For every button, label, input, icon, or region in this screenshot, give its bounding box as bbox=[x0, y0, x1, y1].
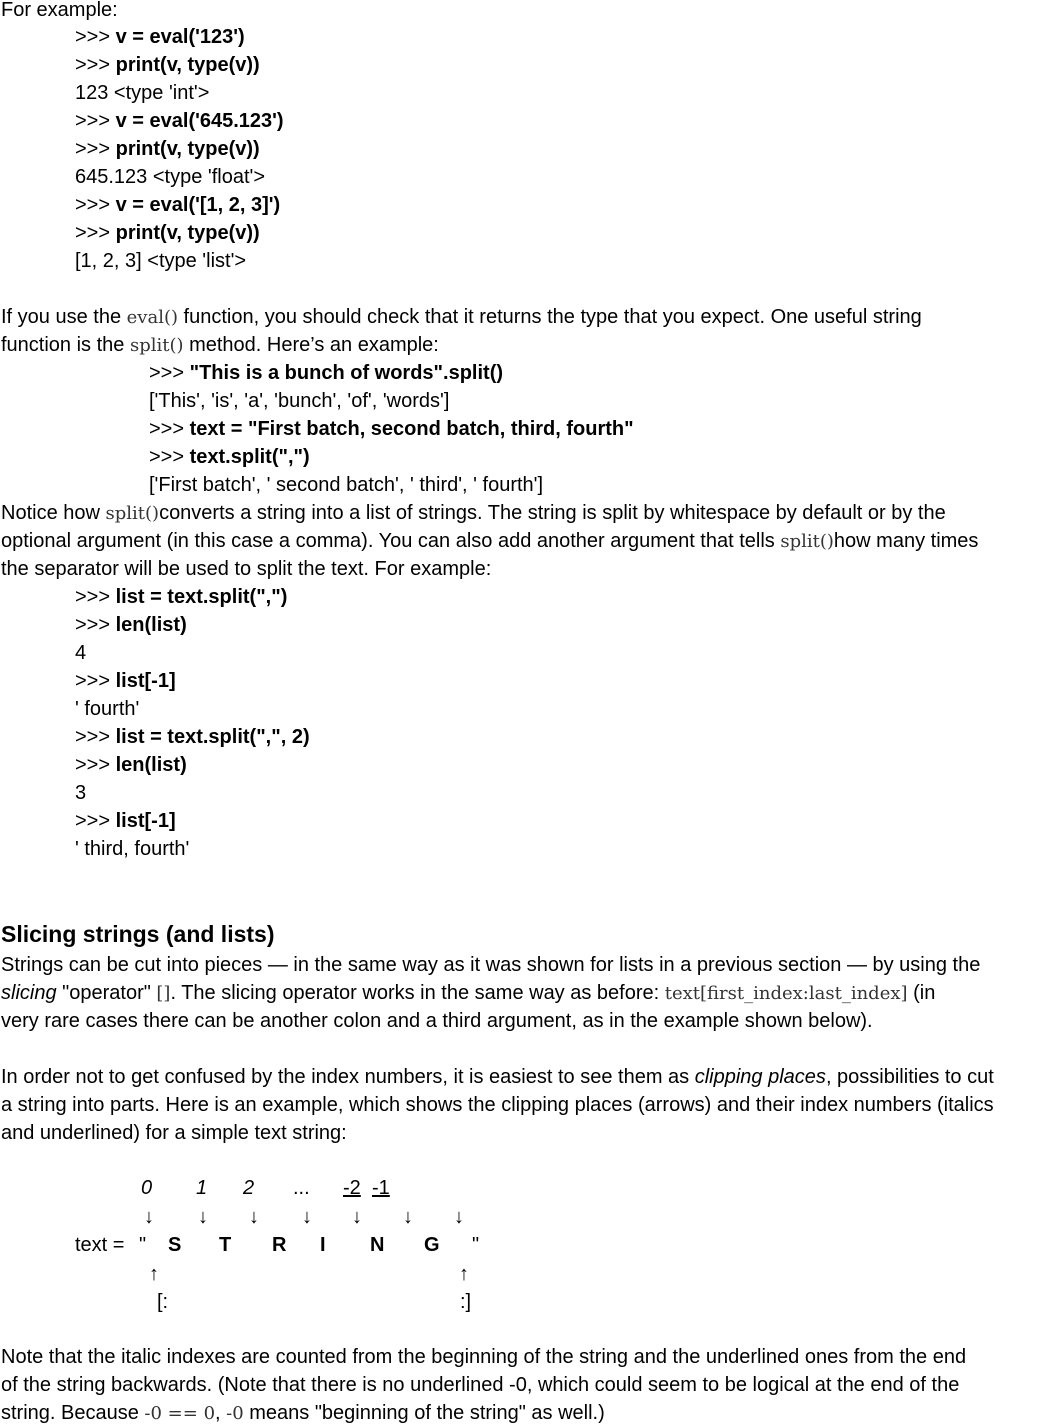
index-label: 2 bbox=[243, 1177, 255, 1199]
code-line bbox=[75, 583, 287, 611]
prompt: >>> bbox=[75, 54, 111, 76]
text: , bbox=[215, 1402, 227, 1424]
code: "This is a bunch of words".split() bbox=[189, 362, 504, 384]
paragraph-line bbox=[1, 979, 935, 1007]
slice-start-marker: [: bbox=[157, 1291, 169, 1313]
text: optional argument (in this case a comma). You can also add another argument that tells bbox=[1, 530, 781, 552]
code: len(list) bbox=[115, 614, 187, 636]
code: v = eval('123') bbox=[115, 26, 245, 48]
prompt: >>> bbox=[149, 362, 185, 384]
paragraph-line: a string into parts. Here is an example, which shows the clipping places (arrows) and their index numbers (italics bbox=[1, 1094, 994, 1116]
code: list[-1] bbox=[115, 670, 176, 692]
paragraph-line: of the string backwards. (Note that there is no underlined -0, which could seem to be logical at the end of the bbox=[1, 1374, 960, 1396]
prompt: >>> bbox=[149, 418, 185, 440]
paragraph-line bbox=[1, 527, 978, 555]
code-line bbox=[149, 415, 634, 443]
arrow-down-icon: ↓ bbox=[198, 1206, 208, 1228]
inline-code: split() bbox=[105, 503, 160, 524]
prompt: >>> bbox=[75, 110, 111, 132]
index-label: 1 bbox=[196, 1177, 208, 1199]
code: text.split(",") bbox=[189, 446, 310, 468]
arrow-up-icon: ↑ bbox=[459, 1263, 469, 1285]
inline-code: split() bbox=[780, 531, 834, 552]
prompt: >>> bbox=[75, 810, 111, 832]
code: v = eval('645.123') bbox=[115, 110, 284, 132]
prompt: >>> bbox=[75, 138, 111, 160]
code: list = text.split(",", 2) bbox=[115, 726, 310, 748]
inline-code: -0 bbox=[226, 1403, 244, 1424]
code-line bbox=[75, 23, 245, 51]
arrow-down-icon: ↓ bbox=[454, 1206, 464, 1228]
output-line: ['This', 'is', 'a', 'bunch', 'of', 'words'] bbox=[149, 390, 450, 412]
quote-open: " bbox=[139, 1234, 147, 1256]
prompt: >>> bbox=[75, 222, 111, 244]
prompt: >>> bbox=[75, 26, 111, 48]
inline-code: text[first_index:last_index] bbox=[664, 983, 908, 1004]
output-line: ['First batch', ' second batch', ' third', ' fourth'] bbox=[149, 474, 544, 496]
code: len(list) bbox=[115, 754, 187, 776]
output-line: 645.123 <type 'float'> bbox=[75, 166, 266, 188]
prompt: >>> bbox=[75, 670, 111, 692]
text: Notice how bbox=[1, 502, 106, 524]
code: print(v, type(v)) bbox=[115, 54, 260, 76]
code-line bbox=[75, 135, 260, 163]
prompt: >>> bbox=[149, 446, 185, 468]
prompt: >>> bbox=[75, 586, 111, 608]
arrow-up-icon: ↑ bbox=[149, 1263, 159, 1285]
string-char: I bbox=[320, 1234, 326, 1256]
paragraph-line bbox=[1, 1399, 605, 1427]
italic-text: clipping places bbox=[694, 1066, 826, 1088]
output-line: ' third, fourth' bbox=[75, 838, 190, 860]
output-line: 123 <type 'int'> bbox=[75, 82, 210, 104]
output-line: 4 bbox=[75, 642, 87, 664]
text: function, you should check that it returns the type that you expect. One useful string bbox=[178, 306, 922, 328]
output-line: 3 bbox=[75, 782, 87, 804]
code: text = "First batch, second batch, third, fourth" bbox=[189, 418, 634, 440]
code: v = eval('[1, 2, 3]') bbox=[115, 194, 281, 216]
text: "operator" bbox=[56, 982, 157, 1004]
text: , possibilities to cut bbox=[825, 1066, 994, 1088]
paragraph-line bbox=[1, 1063, 994, 1091]
index-label: 0 bbox=[141, 1177, 153, 1199]
italic-text: slicing bbox=[1, 982, 57, 1004]
prompt: >>> bbox=[75, 194, 111, 216]
code-line bbox=[75, 191, 280, 219]
paragraph-line: the separator will be used to split the text. For example: bbox=[1, 558, 492, 580]
code-line bbox=[75, 107, 284, 135]
text: string. Because bbox=[1, 1402, 145, 1424]
string-char: T bbox=[219, 1234, 232, 1256]
code: list = text.split(",") bbox=[115, 586, 288, 608]
code: list[-1] bbox=[115, 810, 176, 832]
text: In order not to get confused by the index numbers, it is easiest to see them as bbox=[1, 1066, 695, 1088]
paragraph-line: Note that the italic indexes are counted from the beginning of the string and the underlined ones from the end bbox=[1, 1346, 967, 1368]
code: print(v, type(v)) bbox=[115, 138, 260, 160]
slice-end-marker: :] bbox=[460, 1291, 472, 1313]
string-char: N bbox=[370, 1234, 385, 1256]
text: converts a string into a list of strings. The string is split by whitespace by default or by the bbox=[159, 502, 946, 524]
intro-text: For example: bbox=[1, 0, 118, 21]
arrow-down-icon: ↓ bbox=[144, 1206, 154, 1228]
quote-close: " bbox=[472, 1234, 480, 1256]
text: method. Here’s an example: bbox=[183, 334, 439, 356]
prompt: >>> bbox=[75, 726, 111, 748]
inline-code: split() bbox=[129, 335, 184, 356]
index-label-negative: -1 bbox=[372, 1177, 390, 1199]
section-heading: Slicing strings (and lists) bbox=[1, 921, 275, 947]
prompt: >>> bbox=[75, 754, 111, 776]
arrow-down-icon: ↓ bbox=[403, 1206, 413, 1228]
paragraph-line: Strings can be cut into pieces — in the same way as it was shown for lists in a previous section — by using the bbox=[1, 954, 981, 976]
arrow-down-icon: ↓ bbox=[302, 1206, 312, 1228]
string-char: S bbox=[168, 1234, 182, 1256]
code-line bbox=[75, 51, 260, 79]
index-label-negative: -2 bbox=[343, 1177, 361, 1199]
string-char: R bbox=[272, 1234, 287, 1256]
code-line bbox=[75, 667, 176, 695]
paragraph-line bbox=[1, 499, 946, 527]
code-line bbox=[75, 219, 260, 247]
prompt: >>> bbox=[75, 614, 111, 636]
code: print(v, type(v)) bbox=[115, 222, 260, 244]
variable-label: text = bbox=[75, 1234, 125, 1256]
text: (in bbox=[907, 982, 936, 1004]
code-line bbox=[149, 359, 503, 387]
paragraph-line bbox=[1, 303, 922, 331]
text: If you use the bbox=[1, 306, 127, 328]
code-line bbox=[149, 443, 310, 471]
text: function is the bbox=[1, 334, 130, 356]
inline-code: [] bbox=[156, 983, 171, 1004]
paragraph-line: very rare cases there can be another colon and a third argument, as in the example shown below). bbox=[1, 1010, 873, 1032]
output-line: ' fourth' bbox=[75, 698, 140, 720]
arrow-down-icon: ↓ bbox=[249, 1206, 259, 1228]
text: means "beginning of the string" as well.) bbox=[243, 1402, 605, 1424]
inline-code: eval() bbox=[126, 307, 178, 328]
text: how many times bbox=[833, 530, 979, 552]
code-line bbox=[75, 611, 187, 639]
inline-code: -0 == 0 bbox=[144, 1403, 216, 1424]
code-line bbox=[75, 807, 176, 835]
text: . The slicing operator works in the same way as before: bbox=[170, 982, 665, 1004]
paragraph-line bbox=[1, 331, 439, 359]
arrow-down-icon: ↓ bbox=[352, 1206, 362, 1228]
code-line bbox=[75, 723, 310, 751]
paragraph-line: and underlined) for a simple text string: bbox=[1, 1122, 347, 1144]
output-line: [1, 2, 3] <type 'list'> bbox=[75, 250, 247, 272]
index-ellipsis: ... bbox=[293, 1177, 310, 1199]
code-line bbox=[75, 751, 187, 779]
string-char: G bbox=[424, 1234, 440, 1256]
